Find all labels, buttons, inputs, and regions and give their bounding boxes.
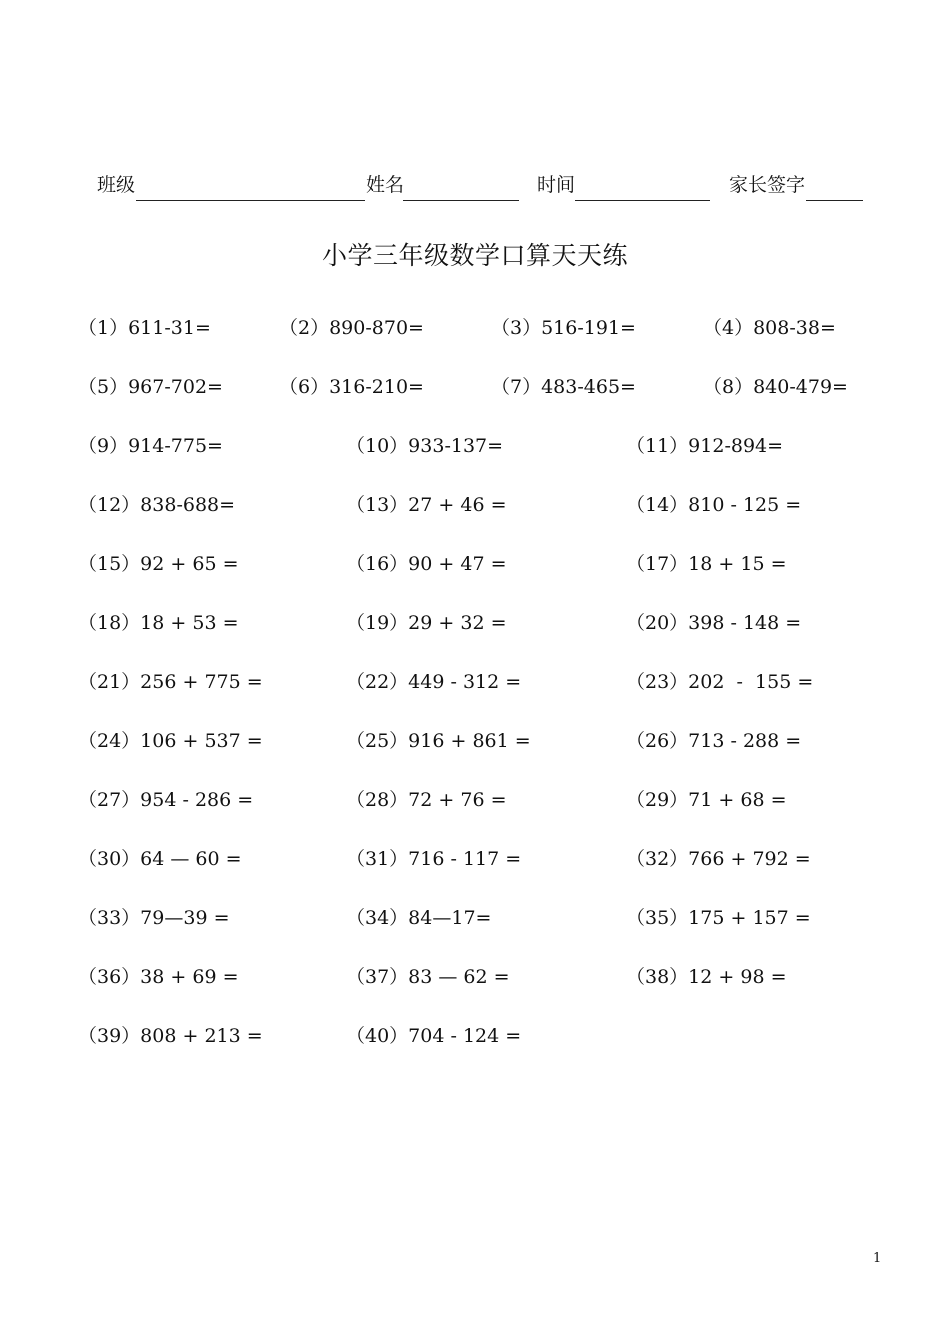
page-number: 1 — [873, 1251, 882, 1266]
problem-13: （13）27 + 46 = — [346, 494, 507, 516]
problem-22: （22）449 - 312 = — [346, 671, 522, 693]
parent-sign-label: 家长签字 — [729, 174, 806, 196]
problem-5: （5）967-702= — [78, 376, 223, 398]
problem-32: （32）766 + 792 = — [626, 848, 811, 870]
problem-30: （30）64 — 60 = — [78, 848, 242, 870]
name-field[interactable] — [403, 200, 519, 201]
problem-37: （37）83 — 62 = — [346, 966, 510, 988]
problem-6: （6）316-210= — [279, 376, 424, 398]
problem-11: （11）912-894= — [626, 435, 784, 457]
problem-18: （18）18 + 53 = — [78, 612, 239, 634]
problem-25: （25）916 + 861 = — [346, 730, 531, 752]
problem-15: （15）92 + 65 = — [78, 553, 239, 575]
problem-27: （27）954 - 286 = — [78, 789, 254, 811]
problem-7: （7）483-465= — [491, 376, 636, 398]
time-field[interactable] — [575, 200, 710, 201]
problem-21: （21）256 + 775 = — [78, 671, 263, 693]
problem-3: （3）516-191= — [491, 317, 636, 339]
problem-39: （39）808 + 213 = — [78, 1025, 263, 1047]
problem-36: （36）38 + 69 = — [78, 966, 239, 988]
problem-26: （26）713 - 288 = — [626, 730, 802, 752]
problem-9: （9）914-775= — [78, 435, 223, 457]
page-title: 小学三年级数学口算天天练 — [321, 241, 628, 270]
class-field[interactable] — [136, 200, 365, 201]
problem-28: （28）72 + 76 = — [346, 789, 507, 811]
problem-23: （23）202 - 155 = — [626, 671, 814, 693]
problem-4: （4）808-38= — [703, 317, 836, 339]
class-label: 班级 — [97, 174, 136, 196]
problem-38: （38）12 + 98 = — [626, 966, 787, 988]
problem-16: （16）90 + 47 = — [346, 553, 507, 575]
problem-29: （29）71 + 68 = — [626, 789, 787, 811]
problem-17: （17）18 + 15 = — [626, 553, 787, 575]
problem-40: （40）704 - 124 = — [346, 1025, 522, 1047]
problem-24: （24）106 + 537 = — [78, 730, 263, 752]
problem-19: （19）29 + 32 = — [346, 612, 507, 634]
problem-2: （2）890-870= — [279, 317, 424, 339]
problem-35: （35）175 + 157 = — [626, 907, 811, 929]
parent-sign-field[interactable] — [806, 200, 863, 201]
problem-8: （8）840-479= — [703, 376, 848, 398]
time-label: 时间 — [537, 174, 576, 196]
problem-14: （14）810 - 125 = — [626, 494, 802, 516]
problem-33: （33）79—39 = — [78, 907, 230, 929]
problem-12: （12）838-688= — [78, 494, 236, 516]
problem-31: （31）716 - 117 = — [346, 848, 522, 870]
name-label: 姓名 — [366, 174, 405, 196]
problem-10: （10）933-137= — [346, 435, 504, 457]
problem-1: （1）611-31= — [78, 317, 211, 339]
problem-20: （20）398 - 148 = — [626, 612, 802, 634]
problem-34: （34）84—17= — [346, 907, 492, 929]
